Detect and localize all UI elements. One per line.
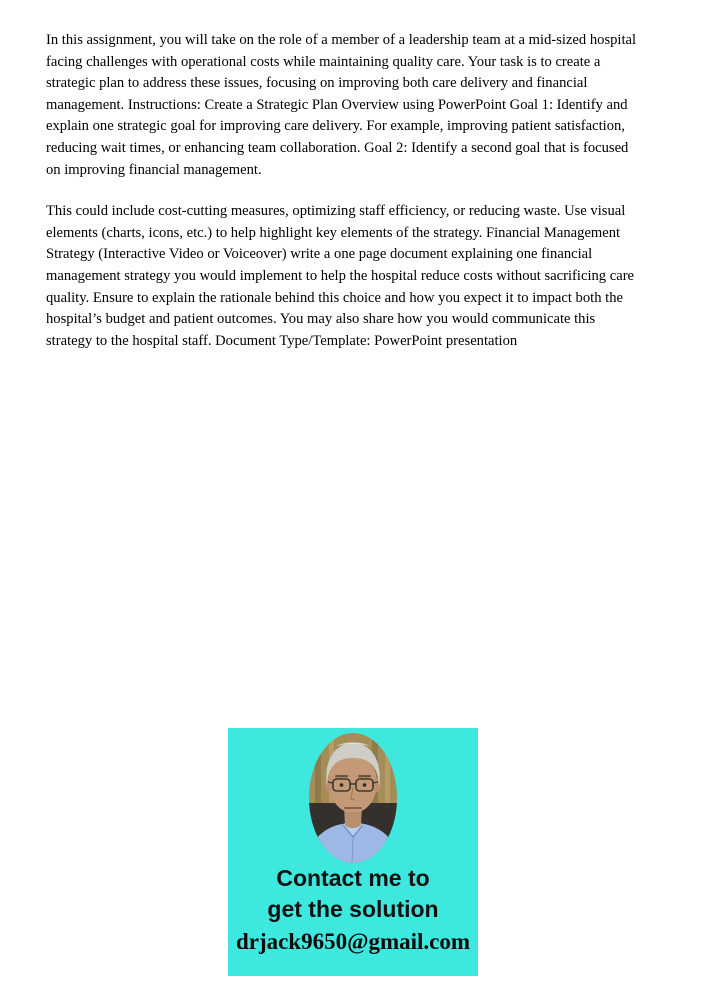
contact-card-line-1: Contact me to bbox=[276, 865, 430, 891]
contact-card-line-2: get the solution bbox=[267, 896, 439, 922]
assignment-text bbox=[46, 30, 645, 352]
contact-email: drjack9650@gmail.com bbox=[235, 929, 471, 954]
assignment-paragraph-1: In this assignment, you will take on the role of a member of a leadership team at a mid-sized hospital facing challenges with operational costs while maintaining quality care. Your task is to create a strategic plan to address these issues, focusing on improving both care delivery and financial management. Instructions: Create a Strategic Plan Overview using PowerPoint Goal 1: Identify and explain one strategic goal for improving care delivery. For example, improving patient satisfaction, reducing wait times, or enhancing team collaboration. Goal 2: Identify a second goal that is focused on improving financial management. bbox=[46, 32, 637, 178]
elderly-man-portrait-illustration bbox=[309, 733, 397, 863]
profile-photo bbox=[309, 733, 397, 863]
contact-card bbox=[228, 728, 478, 976]
assignment-paragraph-2: This could include cost-cutting measures, optimizing staff efficiency, or reducing waste. Use visual elements (charts, icons, etc.) to help highlight key elements of the strategy. Financial Management Strategy (Interactive Video or Voiceover) write a one page document explaining one financial management strategy you would implement to help the hospital reduce costs without sacrificing care quality. Ensure to explain the rationale behind this choice and how you expect it to impact both the hospital’s budget and patient outcomes. You may also share how you would communicate this strategy to the hospital staff. Document Type/Template: PowerPoint presentation bbox=[46, 203, 635, 349]
